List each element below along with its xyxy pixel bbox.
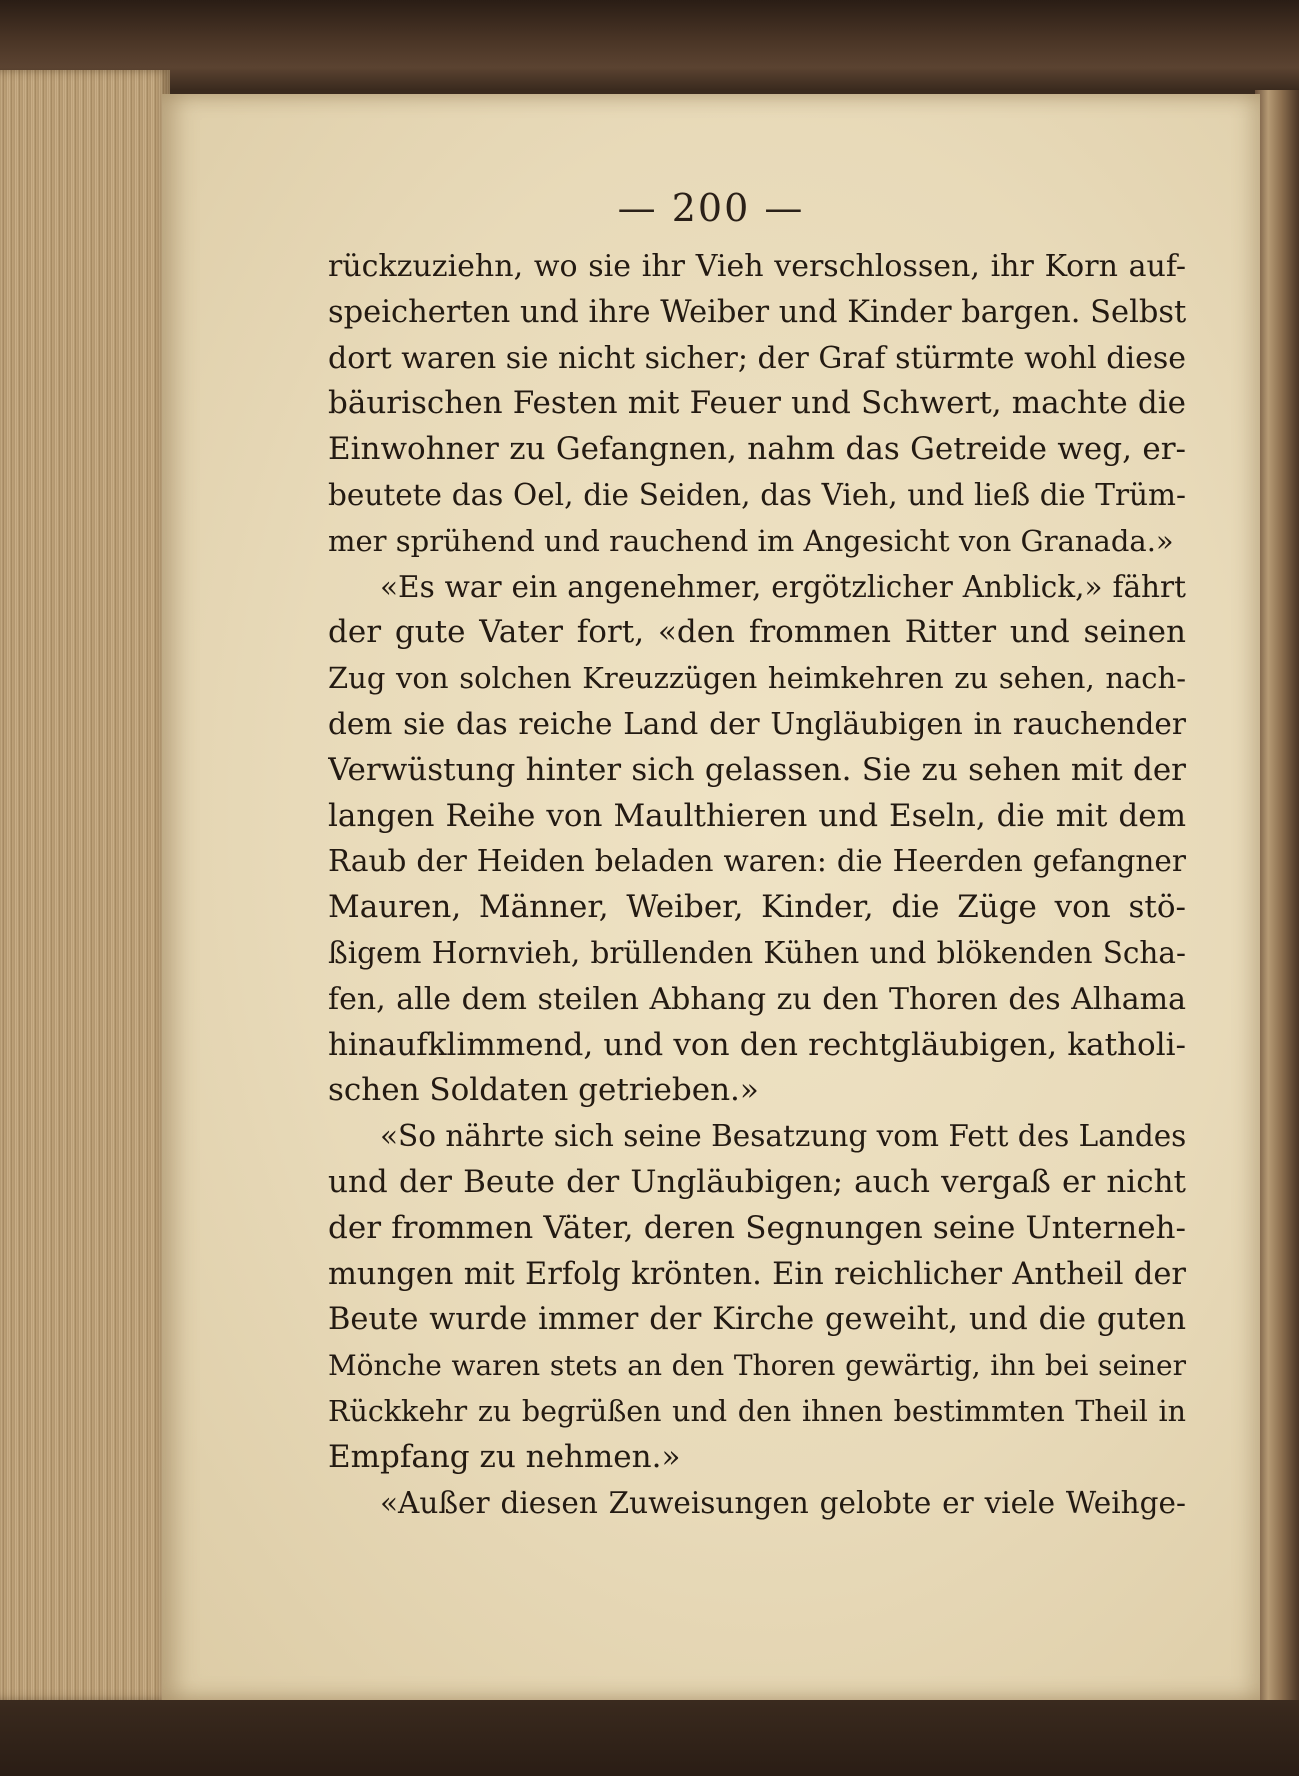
text-line: Rückkehr zu begrüßen und den ihnen bestimmten Theil in: [328, 1394, 1186, 1428]
text-line: schen Soldaten getrieben.»: [328, 1072, 759, 1109]
book-page: [162, 94, 1260, 1700]
text-line: dem sie das reiche Land der Ungläubigen in rauchender: [328, 706, 1186, 741]
text-line: Empfang zu nehmen.»: [328, 1438, 681, 1475]
text-line: speicherten und ihre Weiber und Kinder bargen. Selbst: [328, 294, 1186, 330]
text-line: bäurischen Festen mit Feuer und Schwert, machte die: [328, 385, 1186, 422]
text-line: Beute wurde immer der Kirche geweiht, und die guten: [328, 1302, 1186, 1338]
text-line: hinaufklimmend, und von den rechtgläubigen, katholi-: [328, 1026, 1186, 1063]
text-line: Mauren, Männer, Weiber, Kinder, die Züge von stö-: [328, 889, 1186, 926]
book-cover-top: [0, 0, 1299, 90]
text-line: Verwüstung hinter sich gelassen. Sie zu sehen mit der: [328, 751, 1186, 788]
text-line: «So nährte sich seine Besatzung vom Fett des Landes: [380, 1119, 1186, 1154]
text-line: mer sprühend und rauchend im Angesicht von Granada.»: [328, 523, 1174, 558]
book-cover-bottom: [0, 1700, 1299, 1776]
text-line: dort waren sie nicht sicher; der Graf stürmte wohl diese: [328, 340, 1186, 376]
text-line: ßigem Hornvieh, brüllenden Kühen und blökenden Scha-: [328, 935, 1186, 970]
body-text: [328, 244, 1186, 1526]
text-line: Zug von solchen Kreuzzügen heimkehren zu sehen, nach-: [328, 661, 1186, 696]
text-line: der frommen Väter, deren Segnungen seine Unterneh-: [328, 1209, 1186, 1246]
text-line: der gute Vater fort, «den frommen Ritter und seinen: [328, 614, 1186, 651]
text-line: «Außer diesen Zuweisungen gelobte er viele Weihge-: [380, 1485, 1186, 1520]
text-line: Raub der Heiden beladen waren: die Heerden gefangner: [328, 844, 1186, 879]
text-line: rückzuziehn, wo sie ihr Vieh verschlossen, ihr Korn auf-: [328, 249, 1186, 284]
book-cover-right: [1255, 90, 1299, 1700]
text-line: beutete das Oel, die Seiden, das Vieh, und ließ die Trüm-: [328, 477, 1186, 512]
text-line: langen Reihe von Maulthieren und Eseln, die mit dem: [328, 797, 1186, 834]
text-line: Mönche waren stets an den Thoren gewärtig, ihn bei seiner: [328, 1349, 1186, 1383]
text-line: mungen mit Erfolg krönten. Ein reichlicher Antheil der: [328, 1256, 1186, 1292]
text-line: Einwohner zu Gefangnen, nahm das Getreide weg, er-: [328, 431, 1186, 468]
text-line: und der Beute der Ungläubigen; auch vergaß er nicht: [328, 1163, 1186, 1200]
page-number: — 200 —: [617, 186, 805, 230]
text-line: «Es war ein angenehmer, ergötzlicher Anblick,» fährt: [380, 569, 1186, 604]
text-line: fen, alle dem steilen Abhang zu den Thoren des Alhama: [328, 981, 1186, 1017]
page-edges-left: [0, 70, 170, 1700]
